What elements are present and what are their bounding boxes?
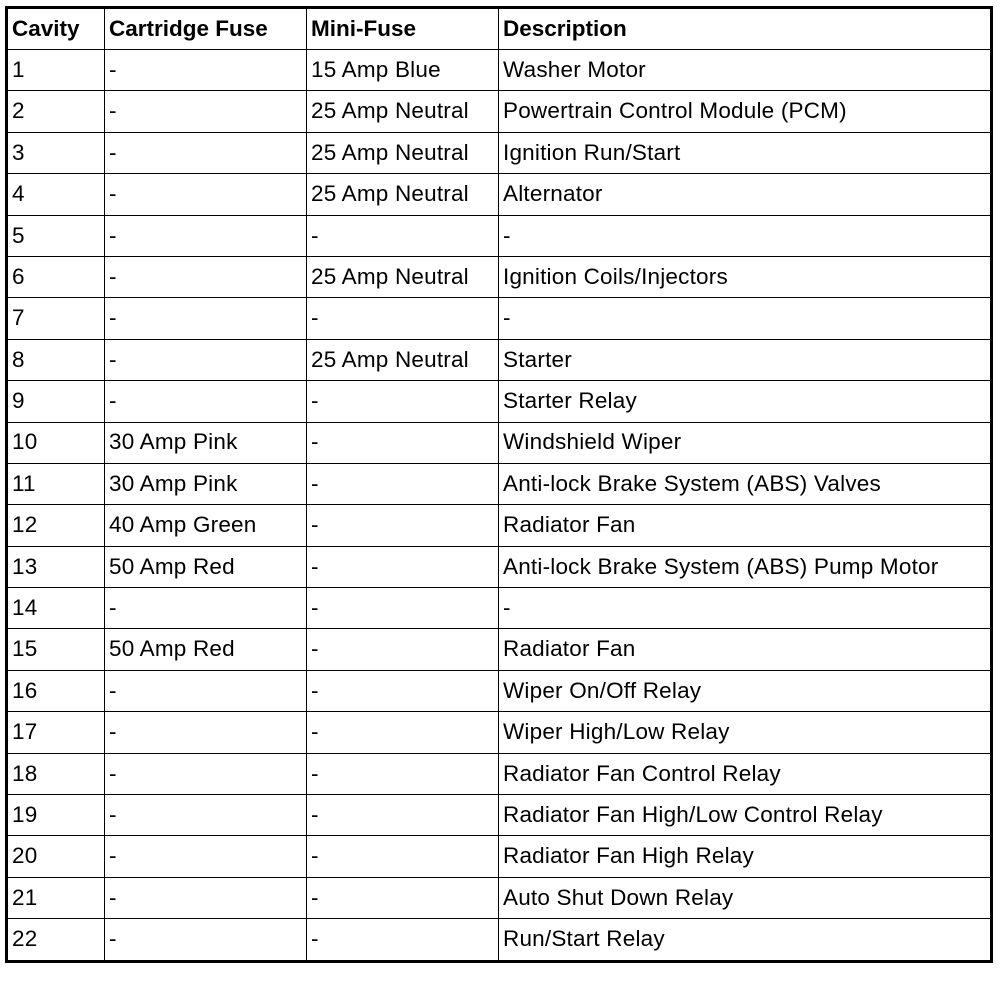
cell-cavity: 22 [7,919,105,961]
cell-mini-fuse: - [307,670,499,711]
cell-cartridge-fuse: - [105,836,307,877]
cell-mini-fuse: 25 Amp Neutral [307,174,499,215]
cell-description: - [499,215,992,256]
header-mini-fuse: Mini-Fuse [307,8,499,50]
cell-cartridge-fuse: 50 Amp Red [105,629,307,670]
cell-mini-fuse: 25 Amp Neutral [307,91,499,132]
cell-mini-fuse: - [307,505,499,546]
cell-cavity: 12 [7,505,105,546]
table-row [7,712,992,753]
table-row [7,174,992,215]
cell-mini-fuse: - [307,919,499,961]
cell-cavity: 15 [7,629,105,670]
table-row [7,215,992,256]
cell-cavity: 9 [7,381,105,422]
cell-description: - [499,588,992,629]
table-row [7,422,992,463]
fuse-table [5,6,993,963]
cell-cartridge-fuse: - [105,256,307,297]
cell-description: Anti-lock Brake System (ABS) Pump Motor [499,546,992,587]
cell-cavity: 2 [7,91,105,132]
cell-cartridge-fuse: - [105,50,307,91]
cell-cartridge-fuse: - [105,588,307,629]
cell-mini-fuse: 25 Amp Neutral [307,256,499,297]
cell-mini-fuse: - [307,381,499,422]
cell-description: Alternator [499,174,992,215]
cell-description: Radiator Fan [499,629,992,670]
table-row [7,753,992,794]
cell-description: Wiper High/Low Relay [499,712,992,753]
cell-mini-fuse: 25 Amp Neutral [307,339,499,380]
table-row [7,339,992,380]
cell-mini-fuse: - [307,422,499,463]
cell-cartridge-fuse: - [105,174,307,215]
cell-cartridge-fuse: - [105,753,307,794]
table-row [7,256,992,297]
header-row [7,8,992,50]
cell-description: Washer Motor [499,50,992,91]
cell-description: Ignition Coils/Injectors [499,256,992,297]
cell-mini-fuse: - [307,836,499,877]
cell-mini-fuse: 25 Amp Neutral [307,132,499,173]
cell-cavity: 21 [7,877,105,918]
table-row [7,670,992,711]
cell-cartridge-fuse: 50 Amp Red [105,546,307,587]
cell-mini-fuse: - [307,877,499,918]
cell-mini-fuse: - [307,795,499,836]
cell-cartridge-fuse: - [105,381,307,422]
cell-cavity: 8 [7,339,105,380]
table-row [7,836,992,877]
cell-cavity: 17 [7,712,105,753]
header-cavity: Cavity [7,8,105,50]
header-cartridge-fuse: Cartridge Fuse [105,8,307,50]
cell-description: Radiator Fan Control Relay [499,753,992,794]
cell-mini-fuse: 15 Amp Blue [307,50,499,91]
cell-mini-fuse: - [307,712,499,753]
cell-cavity: 10 [7,422,105,463]
cell-description: Anti-lock Brake System (ABS) Valves [499,463,992,504]
cell-description: Starter [499,339,992,380]
table-row [7,629,992,670]
table-row [7,795,992,836]
cell-cartridge-fuse: 40 Amp Green [105,505,307,546]
table-row [7,877,992,918]
cell-mini-fuse: - [307,215,499,256]
cell-description: Ignition Run/Start [499,132,992,173]
table-row [7,132,992,173]
cell-description: Run/Start Relay [499,919,992,961]
cell-cartridge-fuse: - [105,339,307,380]
cell-mini-fuse: - [307,629,499,670]
table-row [7,50,992,91]
cell-mini-fuse: - [307,546,499,587]
cell-mini-fuse: - [307,588,499,629]
cell-mini-fuse: - [307,463,499,504]
table-header [7,8,992,50]
cell-cavity: 14 [7,588,105,629]
cell-cavity: 19 [7,795,105,836]
cell-cavity: 1 [7,50,105,91]
cell-cartridge-fuse: - [105,215,307,256]
cell-description: Auto Shut Down Relay [499,877,992,918]
cell-cavity: 4 [7,174,105,215]
table-row [7,546,992,587]
cell-description: Windshield Wiper [499,422,992,463]
cell-mini-fuse: - [307,753,499,794]
header-description: Description [499,8,992,50]
cell-cartridge-fuse: 30 Amp Pink [105,422,307,463]
cell-cartridge-fuse: - [105,712,307,753]
cell-cartridge-fuse: - [105,670,307,711]
table-row [7,919,992,961]
cell-cavity: 11 [7,463,105,504]
cell-cartridge-fuse: - [105,919,307,961]
table-row [7,91,992,132]
table-row [7,463,992,504]
cell-description: Radiator Fan High Relay [499,836,992,877]
cell-cavity: 6 [7,256,105,297]
table-row [7,298,992,339]
cell-cavity: 18 [7,753,105,794]
cell-description: - [499,298,992,339]
cell-cavity: 20 [7,836,105,877]
cell-description: Radiator Fan [499,505,992,546]
cell-description: Starter Relay [499,381,992,422]
table-body [7,50,992,962]
cell-cavity: 7 [7,298,105,339]
cell-cartridge-fuse: - [105,298,307,339]
cell-cartridge-fuse: - [105,91,307,132]
cell-cartridge-fuse: - [105,795,307,836]
cell-description: Radiator Fan High/Low Control Relay [499,795,992,836]
cell-cavity: 16 [7,670,105,711]
cell-cavity: 13 [7,546,105,587]
cell-cavity: 3 [7,132,105,173]
table-row [7,505,992,546]
cell-cartridge-fuse: 30 Amp Pink [105,463,307,504]
cell-cartridge-fuse: - [105,132,307,173]
cell-cavity: 5 [7,215,105,256]
cell-description: Powertrain Control Module (PCM) [499,91,992,132]
cell-description: Wiper On/Off Relay [499,670,992,711]
cell-cartridge-fuse: - [105,877,307,918]
table-row [7,381,992,422]
table-row [7,588,992,629]
cell-mini-fuse: - [307,298,499,339]
